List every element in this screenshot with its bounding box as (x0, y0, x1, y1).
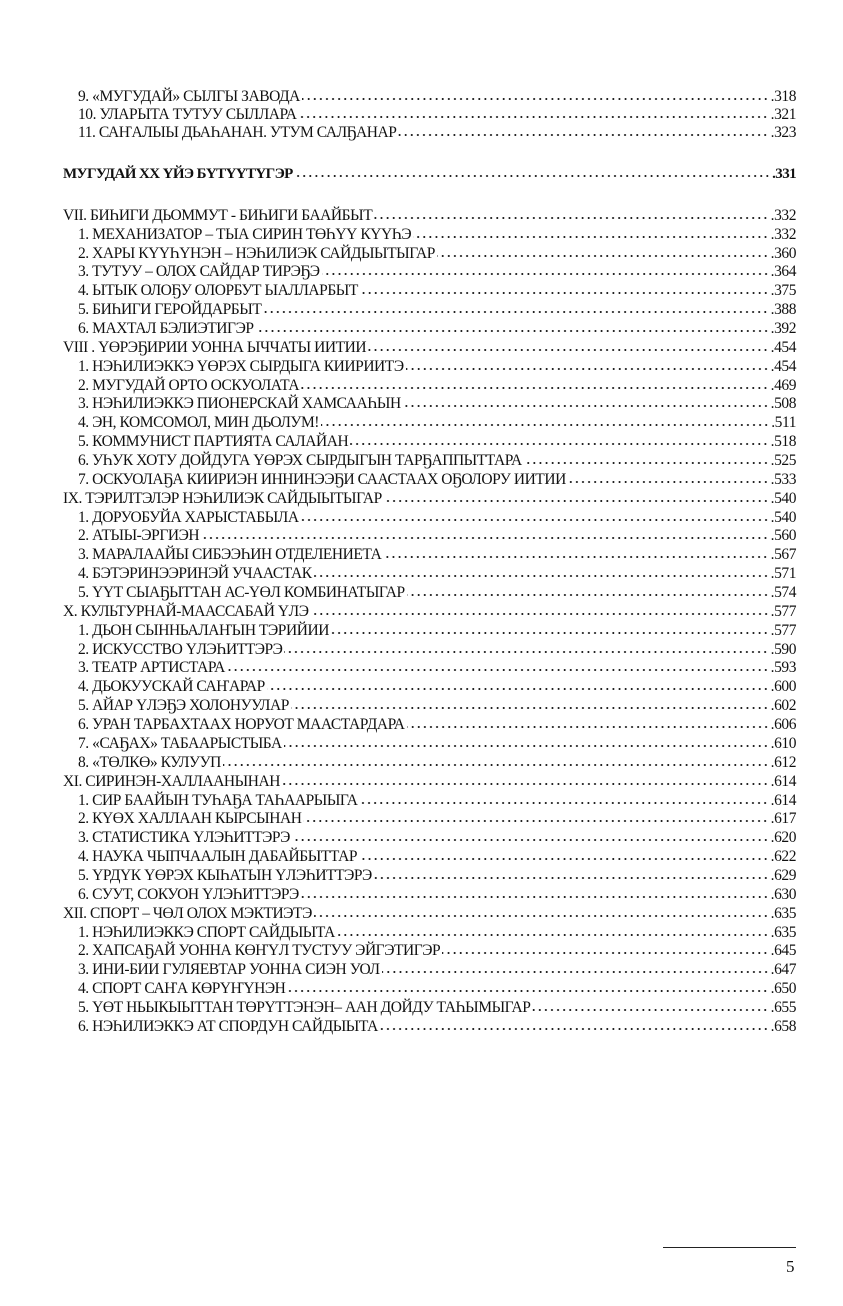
dot-leader (568, 481, 769, 483)
entry-title: 6. УҺУК ХОТУ ДОЙДУГА ҮӨРЭХ СЫРДЫГЫН ТАРҔАППЫТТАРА (78, 452, 522, 470)
entry-title: 1. НЭҺИЛИЭККЭ ҮӨРЭХ СЫРДЫГА КИИРИИТЭ (78, 357, 404, 375)
entry-page: .360 (770, 244, 796, 262)
dot-leader (403, 405, 769, 407)
dot-leader (350, 443, 768, 445)
entry-page: .540 (770, 489, 796, 507)
toc-chapter (63, 773, 796, 792)
entry-page: .533 (770, 470, 796, 488)
toc-subentry (63, 282, 796, 301)
toc-chapter (63, 207, 796, 226)
toc-chapter (63, 490, 796, 509)
entry-title: 7. ОСКУОЛАҔА КИИРИЭН ИННИНЭЭҔИ СААСТААХ ОҔОЛОРУ ИИТИИ (78, 470, 566, 488)
entry-page: .645 (770, 942, 796, 960)
toc-subentry (63, 377, 796, 396)
entry-page: .610 (770, 734, 796, 752)
entry-page: .388 (770, 301, 796, 319)
toc-subentry (63, 754, 796, 773)
entry-title: 6. СУУТ, СОКУОН ҮЛЭҺИТТЭРЭ (78, 885, 299, 903)
footer-rule (663, 1247, 796, 1248)
entry-title: 5. ҮРДҮК ҮӨРЭХ КЫҺАТЫН ҮЛЭҺИТТЭРЭ (78, 866, 372, 884)
dot-leader (256, 330, 769, 332)
table-of-contents (63, 88, 796, 1037)
dot-leader (374, 877, 769, 879)
entry-page: .540 (770, 508, 796, 526)
toc-subentry (63, 452, 796, 471)
dot-leader (301, 896, 769, 898)
toc-subentry (63, 829, 796, 848)
dot-leader (437, 255, 769, 257)
dot-leader (442, 952, 768, 954)
entry-title: 6. НЭҺИЛИЭККЭ АТ СПОРДУН САЙДЫЫТА (78, 1017, 378, 1035)
entry-title: 7. «САҔАХ» ТАБААРЫСТЫБА (78, 734, 282, 752)
entry-page: .655 (770, 998, 796, 1016)
entry-page: .647 (770, 961, 796, 979)
entry-title: 2. МУГУДАЙ ОРТО ОСКУОЛАТА (78, 376, 300, 394)
entry-title: 1. НЭҺИЛИЭККЭ СПОРТ САЙДЫЫТА (78, 923, 335, 941)
entry-title: 5. КОММУНИСТ ПАРТИЯТА САЛАЙАН (78, 433, 349, 451)
entry-page: .332 (770, 225, 796, 243)
entry-title: X. КУЛЬТУРНАЙ-МААССАБАЙ ҮЛЭ (63, 602, 309, 620)
toc-subentry (63, 924, 796, 943)
entry-title: IX. ТЭРИЛТЭЛЭР НЭҺИЛИЭК САЙДЫЫТЫГАР (63, 489, 382, 507)
toc-subentry (63, 584, 796, 603)
spacer (63, 142, 796, 165)
entry-title: 6. МАХТАЛ БЭЛИЭТИГЭР (78, 320, 254, 338)
dot-leader (298, 116, 768, 118)
toc-subentry (63, 301, 796, 320)
toc-subentry (63, 697, 796, 716)
dot-leader (284, 745, 769, 747)
toc-subentry (63, 509, 796, 528)
dot-leader (263, 311, 768, 313)
dot-leader (524, 462, 769, 464)
entry-title: 1. ДЬОН СЫННЬАЛАҤЫН ТЭРИЙИИ (78, 621, 329, 639)
entry-title: 3. ИНИ-БИИ ГУЛЯЕВТАР УОННА СИЭН УОЛ (78, 961, 380, 979)
dot-leader (301, 387, 769, 389)
toc-subentry (63, 263, 796, 282)
toc-subentry (63, 980, 796, 999)
entry-title: 9. «МУГУДАЙ» СЫЛГЫ ЗАВОДА (78, 88, 300, 105)
entry-page: .392 (770, 320, 796, 338)
entry-page: .375 (770, 282, 796, 300)
entry-title: 2. ХАРЫ КҮҮҺҮНЭН – НЭҺИЛИЭК САЙДЫЫТЫГАР (78, 244, 435, 262)
page-number: 5 (786, 1257, 795, 1276)
toc-subentry (63, 942, 796, 961)
entry-title: 4. БЭТЭРИНЭЭРИНЭЙ УЧААСТАК (78, 565, 312, 583)
dot-leader (303, 820, 768, 822)
entry-title: 2. КҮӨХ ХАЛЛААН КЫРСЫНАН (78, 810, 302, 828)
entry-title: 3. МАРАЛААЙЫ СИБЭЭҺИН ОТДЕЛЕНИЕТА (78, 546, 382, 564)
dot-leader (337, 934, 769, 936)
entry-page: .560 (770, 527, 796, 545)
entry-title: VII. БИҺИГИ ДЬОММУТ - БИҺИГИ БААЙБЫТ (63, 206, 373, 224)
entry-page: .612 (770, 753, 796, 771)
entry-title: 3. ТЕАТР АРТИСТАРА (78, 659, 225, 677)
toc-subentry (63, 546, 796, 565)
dot-leader (311, 613, 769, 615)
entry-page: .574 (770, 584, 796, 602)
entry-page: .590 (770, 640, 796, 658)
toc-subentry (63, 433, 796, 452)
toc-subentry (63, 641, 796, 660)
entry-page: .318 (770, 88, 796, 105)
dot-leader (368, 349, 769, 351)
toc-part-heading (63, 165, 796, 184)
entry-page: .454 (770, 338, 796, 356)
toc-subentry (63, 245, 796, 264)
entry-title: XII. СПОРТ – ЧӨЛ ОЛОХ МЭКТИЭТЭ (63, 904, 312, 922)
dot-leader (284, 651, 768, 653)
dot-leader (360, 292, 769, 294)
entry-title: 1. ДОРУОБУЙА ХАРЫСТАБЫЛА (78, 508, 299, 526)
dot-leader (374, 217, 768, 219)
toc-subentry (63, 810, 796, 829)
dot-leader (331, 632, 769, 634)
dot-leader (314, 915, 769, 917)
entry-title: МУГУДАЙ ХХ ҮЙЭ БҮТҮҮТҮГЭР (63, 166, 293, 182)
spacer (63, 184, 796, 207)
entry-page: .508 (770, 395, 796, 413)
entry-page: .567 (770, 546, 796, 564)
dot-leader (223, 764, 769, 766)
dot-leader (413, 236, 769, 238)
dot-leader (359, 802, 768, 804)
entry-page: .332 (770, 206, 796, 224)
dot-leader (227, 669, 769, 671)
toc-subentry (63, 226, 796, 245)
entry-page: .600 (770, 678, 796, 696)
dot-leader (321, 424, 769, 426)
entry-page: .321 (770, 106, 796, 123)
toc-subentry (63, 395, 796, 414)
dot-leader (295, 175, 770, 177)
entry-page: .630 (770, 885, 796, 903)
entry-title: 3. СТАТИСТИКА ҮЛЭҺИТТЭРЭ (78, 829, 290, 847)
entry-title: 1. МЕХАНИЗАТОР – ТЫА СИРИН ТӨҺҮҮ КҮҮҺЭ (78, 225, 412, 243)
entry-page: .617 (770, 810, 796, 828)
entry-title: 3. НЭҺИЛИЭККЭ ПИОНЕРСКАЙ ХАМСААҺЫН (78, 395, 401, 413)
toc-subentry (63, 792, 796, 811)
entry-title: VIII . ҮӨРЭҔИРИИ УОННА ЫЧЧАТЫ ИИТИИ (63, 338, 367, 356)
dot-leader (201, 537, 769, 539)
entry-page: .323 (770, 124, 796, 141)
dot-leader (384, 500, 769, 502)
dot-leader (380, 1028, 769, 1030)
dot-leader (291, 707, 769, 709)
entry-title: 4. ЫТЫК ОЛОҔУ ОЛОРБУТ ЫАЛЛАРБЫТ (78, 282, 358, 300)
toc-chapter (63, 905, 796, 924)
entry-title: 8. «ТӨЛКӨ» КУЛУУП (78, 753, 221, 771)
toc-subentry (63, 622, 796, 641)
entry-page: .635 (770, 904, 796, 922)
entry-page: .525 (770, 452, 796, 470)
dot-leader (407, 726, 769, 728)
dot-leader (301, 519, 769, 521)
entry-title: 1. СИР БААЙЫН ТУҺАҔА ТАҺААРЫЫГА (78, 791, 358, 809)
toc-subentry (63, 565, 796, 584)
entry-page: .454 (770, 357, 796, 375)
entry-page: .571 (770, 565, 796, 583)
entry-title: 4. ЭН, КОМСОМОЛ, МИН ДЬОЛУМ! (78, 414, 319, 432)
entry-page: .364 (770, 263, 796, 281)
toc-subentry (63, 1018, 796, 1037)
entry-page: .650 (770, 980, 796, 998)
entry-title: 2. АТЫЫ-ЭРГИЭН (78, 527, 200, 545)
entry-title: 5. ҮӨТ НЬЫКЫЫТТАН ТӨРҮТТЭНЭН– ААН ДОЙДУ ТАҺЫМЫГАР (78, 998, 531, 1016)
entry-title: 2. ИСКУССТВО ҮЛЭҺИТТЭРЭ (78, 640, 283, 658)
dot-leader (282, 783, 769, 785)
toc-subentry (63, 124, 796, 142)
toc-subentry (63, 678, 796, 697)
toc-subentry (63, 659, 796, 678)
dot-leader (302, 98, 769, 100)
toc-subentry (63, 735, 796, 754)
toc-subentry (63, 886, 796, 905)
entry-page: .606 (770, 716, 796, 734)
entry-page: .511 (771, 414, 796, 432)
dot-leader (407, 594, 769, 596)
entry-page: .629 (770, 866, 796, 884)
toc-subentry (63, 867, 796, 886)
entry-page: .658 (770, 1017, 796, 1035)
entry-title: 4. ДЬОКУУСКАЙ САҤАРАР (78, 678, 265, 696)
toc-chapter (63, 339, 796, 358)
toc-subentry (63, 999, 796, 1018)
toc-subentry (63, 961, 796, 980)
entry-page: .331 (772, 166, 796, 182)
entry-title: 5. АЙАР ҮЛЭҔЭ ХОЛОНУУЛАР (78, 697, 289, 715)
dot-leader (398, 134, 768, 136)
entry-title: 5. БИҺИГИ ГЕРОЙДАРБЫТ (78, 301, 262, 319)
entry-title: XI. СИРИНЭН-ХАЛЛААНЫНАН (63, 772, 280, 790)
entry-page: .577 (770, 621, 796, 639)
entry-page: .614 (770, 772, 796, 790)
dot-leader (406, 368, 769, 370)
dot-leader (314, 575, 769, 577)
entry-title: 2. ХАПСАҔАЙ УОННА КӨҤҮЛ ТУСТУУ ЭЙГЭТИГЭР (78, 942, 441, 960)
entry-page: .593 (770, 659, 796, 677)
entry-title: 3. ТУТУУ – ОЛОХ САЙДАР ТИРЭҔЭ (78, 263, 320, 281)
entry-title: 4. НАУКА ЧЫПЧААЛЫН ДАБАЙБЫТТАР (78, 848, 357, 866)
toc-subentry (63, 106, 796, 124)
entry-title: 11. САҤАЛЫЫ ДЬАҺАНАН. УТУМ САЛҔАНАР (78, 124, 397, 141)
toc-subentry (63, 527, 796, 546)
dot-leader (267, 688, 769, 690)
toc-subentry (63, 716, 796, 735)
dot-leader (532, 1009, 768, 1011)
entry-title: 5. ҮҮТ СЫАҔЫТТАН АС-ҮӨЛ КОМБИНАТЫГАР (78, 584, 405, 602)
dot-leader (359, 858, 769, 860)
toc-subentry (63, 88, 796, 106)
dot-leader (382, 971, 769, 973)
toc-subentry (63, 320, 796, 339)
entry-page: .620 (770, 829, 796, 847)
entry-title: 6. УРАН ТАРБАХТААХ НОРУОТ МААСТАРДАРА (78, 716, 405, 734)
dot-leader (292, 839, 769, 841)
toc-subentry (63, 471, 796, 490)
entry-page: .577 (770, 602, 796, 620)
toc-subentry (63, 414, 796, 433)
entry-page: .622 (770, 848, 796, 866)
entry-title: 10. УЛАРЫТА ТУТУУ СЫЛЛАРА (78, 106, 297, 123)
entry-page: .635 (770, 923, 796, 941)
entry-page: .602 (770, 697, 796, 715)
entry-page: .469 (770, 376, 796, 394)
entry-page: .518 (770, 433, 796, 451)
entry-page: .614 (770, 791, 796, 809)
toc-subentry (63, 358, 796, 377)
toc-chapter (63, 603, 796, 622)
entry-title: 4. СПОРТ САҤА КӨРҮҤҮНЭН (78, 980, 286, 998)
toc-subentry (63, 848, 796, 867)
dot-leader (383, 556, 768, 558)
dot-leader (287, 990, 768, 992)
dot-leader (322, 273, 769, 275)
